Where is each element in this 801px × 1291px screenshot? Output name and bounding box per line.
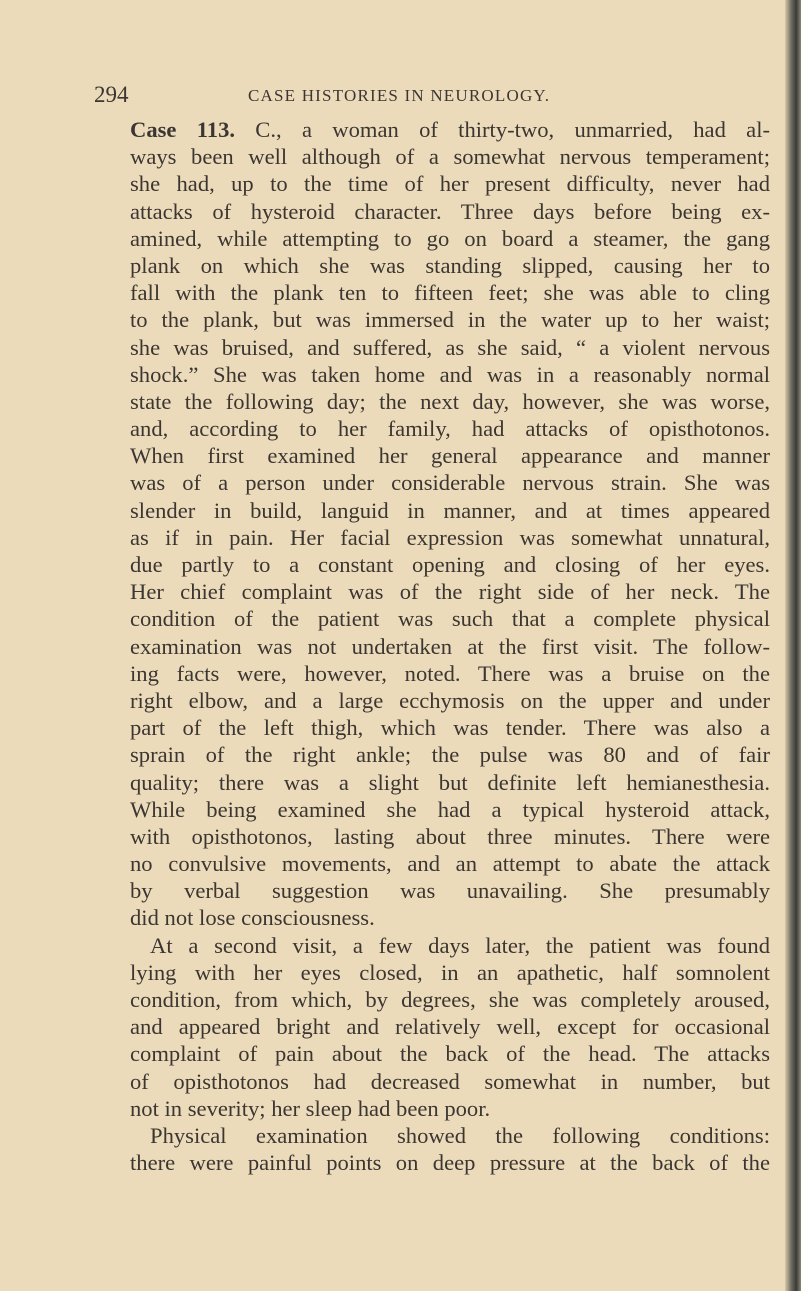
text-line: Case 113. C., a woman of thirty-two, unmarried, had al- <box>130 117 771 142</box>
text-line: with opisthotonos, lasting about three minutes. There were <box>130 823 770 849</box>
text-line: state the following day; the next day, however, she was worse, <box>130 388 770 414</box>
text-line: shock.” She was taken home and was in a reasonably normal <box>130 361 770 387</box>
text-line: condition of the patient was such that a complete physical <box>130 606 770 632</box>
text-line: lying with her eyes closed, in an apathetic, half somnolent <box>130 959 770 985</box>
text-line: was of a person under considerable nervous strain. She was <box>130 470 770 496</box>
text-line: slender in build, languid in manner, and at times appeared <box>130 497 770 523</box>
case-text <box>130 116 770 1176</box>
case-label: Case 113. <box>130 117 236 142</box>
text-line: by verbal suggestion was unavailing. She presumably <box>130 878 770 904</box>
text-line: ing facts were, however, noted. There was a bruise on the <box>130 660 770 686</box>
text-line: not in severity; her sleep had been poor. <box>130 1095 491 1121</box>
text-line: While being examined she had a typical hysteroid attack, <box>130 796 770 822</box>
text-line: sprain of the right ankle; the pulse was 80 and of fair <box>130 742 770 768</box>
text-line: and appeared bright and relatively well, except for occasional <box>130 1014 770 1040</box>
text-line: examination was not undertaken at the first visit. The follow- <box>130 633 770 659</box>
text-line: Physical examination showed the following conditions: <box>150 1122 770 1148</box>
text-line: complaint of pain about the back of the head. The attacks <box>130 1041 770 1067</box>
text-line: condition, from which, by degrees, she was completely aroused, <box>130 987 770 1012</box>
text-line: and, according to her family, had attacks of opisthotonos. <box>130 416 770 442</box>
running-head: CASE HISTORIES IN NEUROLOGY. <box>248 86 551 105</box>
text-line: she had, up to the time of her present difficulty, never had <box>130 171 770 197</box>
text-line: At a second visit, a few days later, the patient was found <box>150 932 770 958</box>
text-line: she was bruised, and suffered, as she said, “ a violent nervous <box>130 334 770 360</box>
text-line: Her chief complaint was of the right side of her neck. The <box>130 579 770 605</box>
page-number: 294 <box>94 82 129 107</box>
text-line: as if in pain. Her facial expression was somewhat unnatural, <box>130 524 770 550</box>
text-line: fall with the plank ten to fifteen feet; she was able to cling <box>130 280 770 306</box>
text-line: of opisthotonos had decreased somewhat in number, but <box>130 1068 770 1094</box>
text-line: no convulsive movements, and an attempt to abate the attack <box>130 851 770 877</box>
text-line: to the plank, but was immersed in the water up to her waist; <box>130 307 770 333</box>
text-line: part of the left thigh, which was tender. There was also a <box>130 715 770 741</box>
text-line: ways been well although of a somewhat nervous temperament; <box>130 144 770 170</box>
text-line: did not lose consciousness. <box>130 905 375 931</box>
text-line: quality; there was a slight but definite left hemianesthesia. <box>130 769 770 795</box>
text-line: due partly to a constant opening and closing of her eyes. <box>130 552 770 577</box>
text-line: When first examined her general appearance and manner <box>130 443 770 469</box>
text-line: there were painful points on deep pressure at the back of the <box>130 1150 770 1176</box>
page-edge <box>785 0 801 1291</box>
text-line: right elbow, and a large ecchymosis on the upper and under <box>130 687 770 713</box>
text-line: attacks of hysteroid character. Three days before being ex- <box>130 198 770 224</box>
text-line: amined, while attempting to go on board a steamer, the gang <box>130 225 770 251</box>
text-line: plank on which she was standing slipped, causing her to <box>130 252 770 278</box>
